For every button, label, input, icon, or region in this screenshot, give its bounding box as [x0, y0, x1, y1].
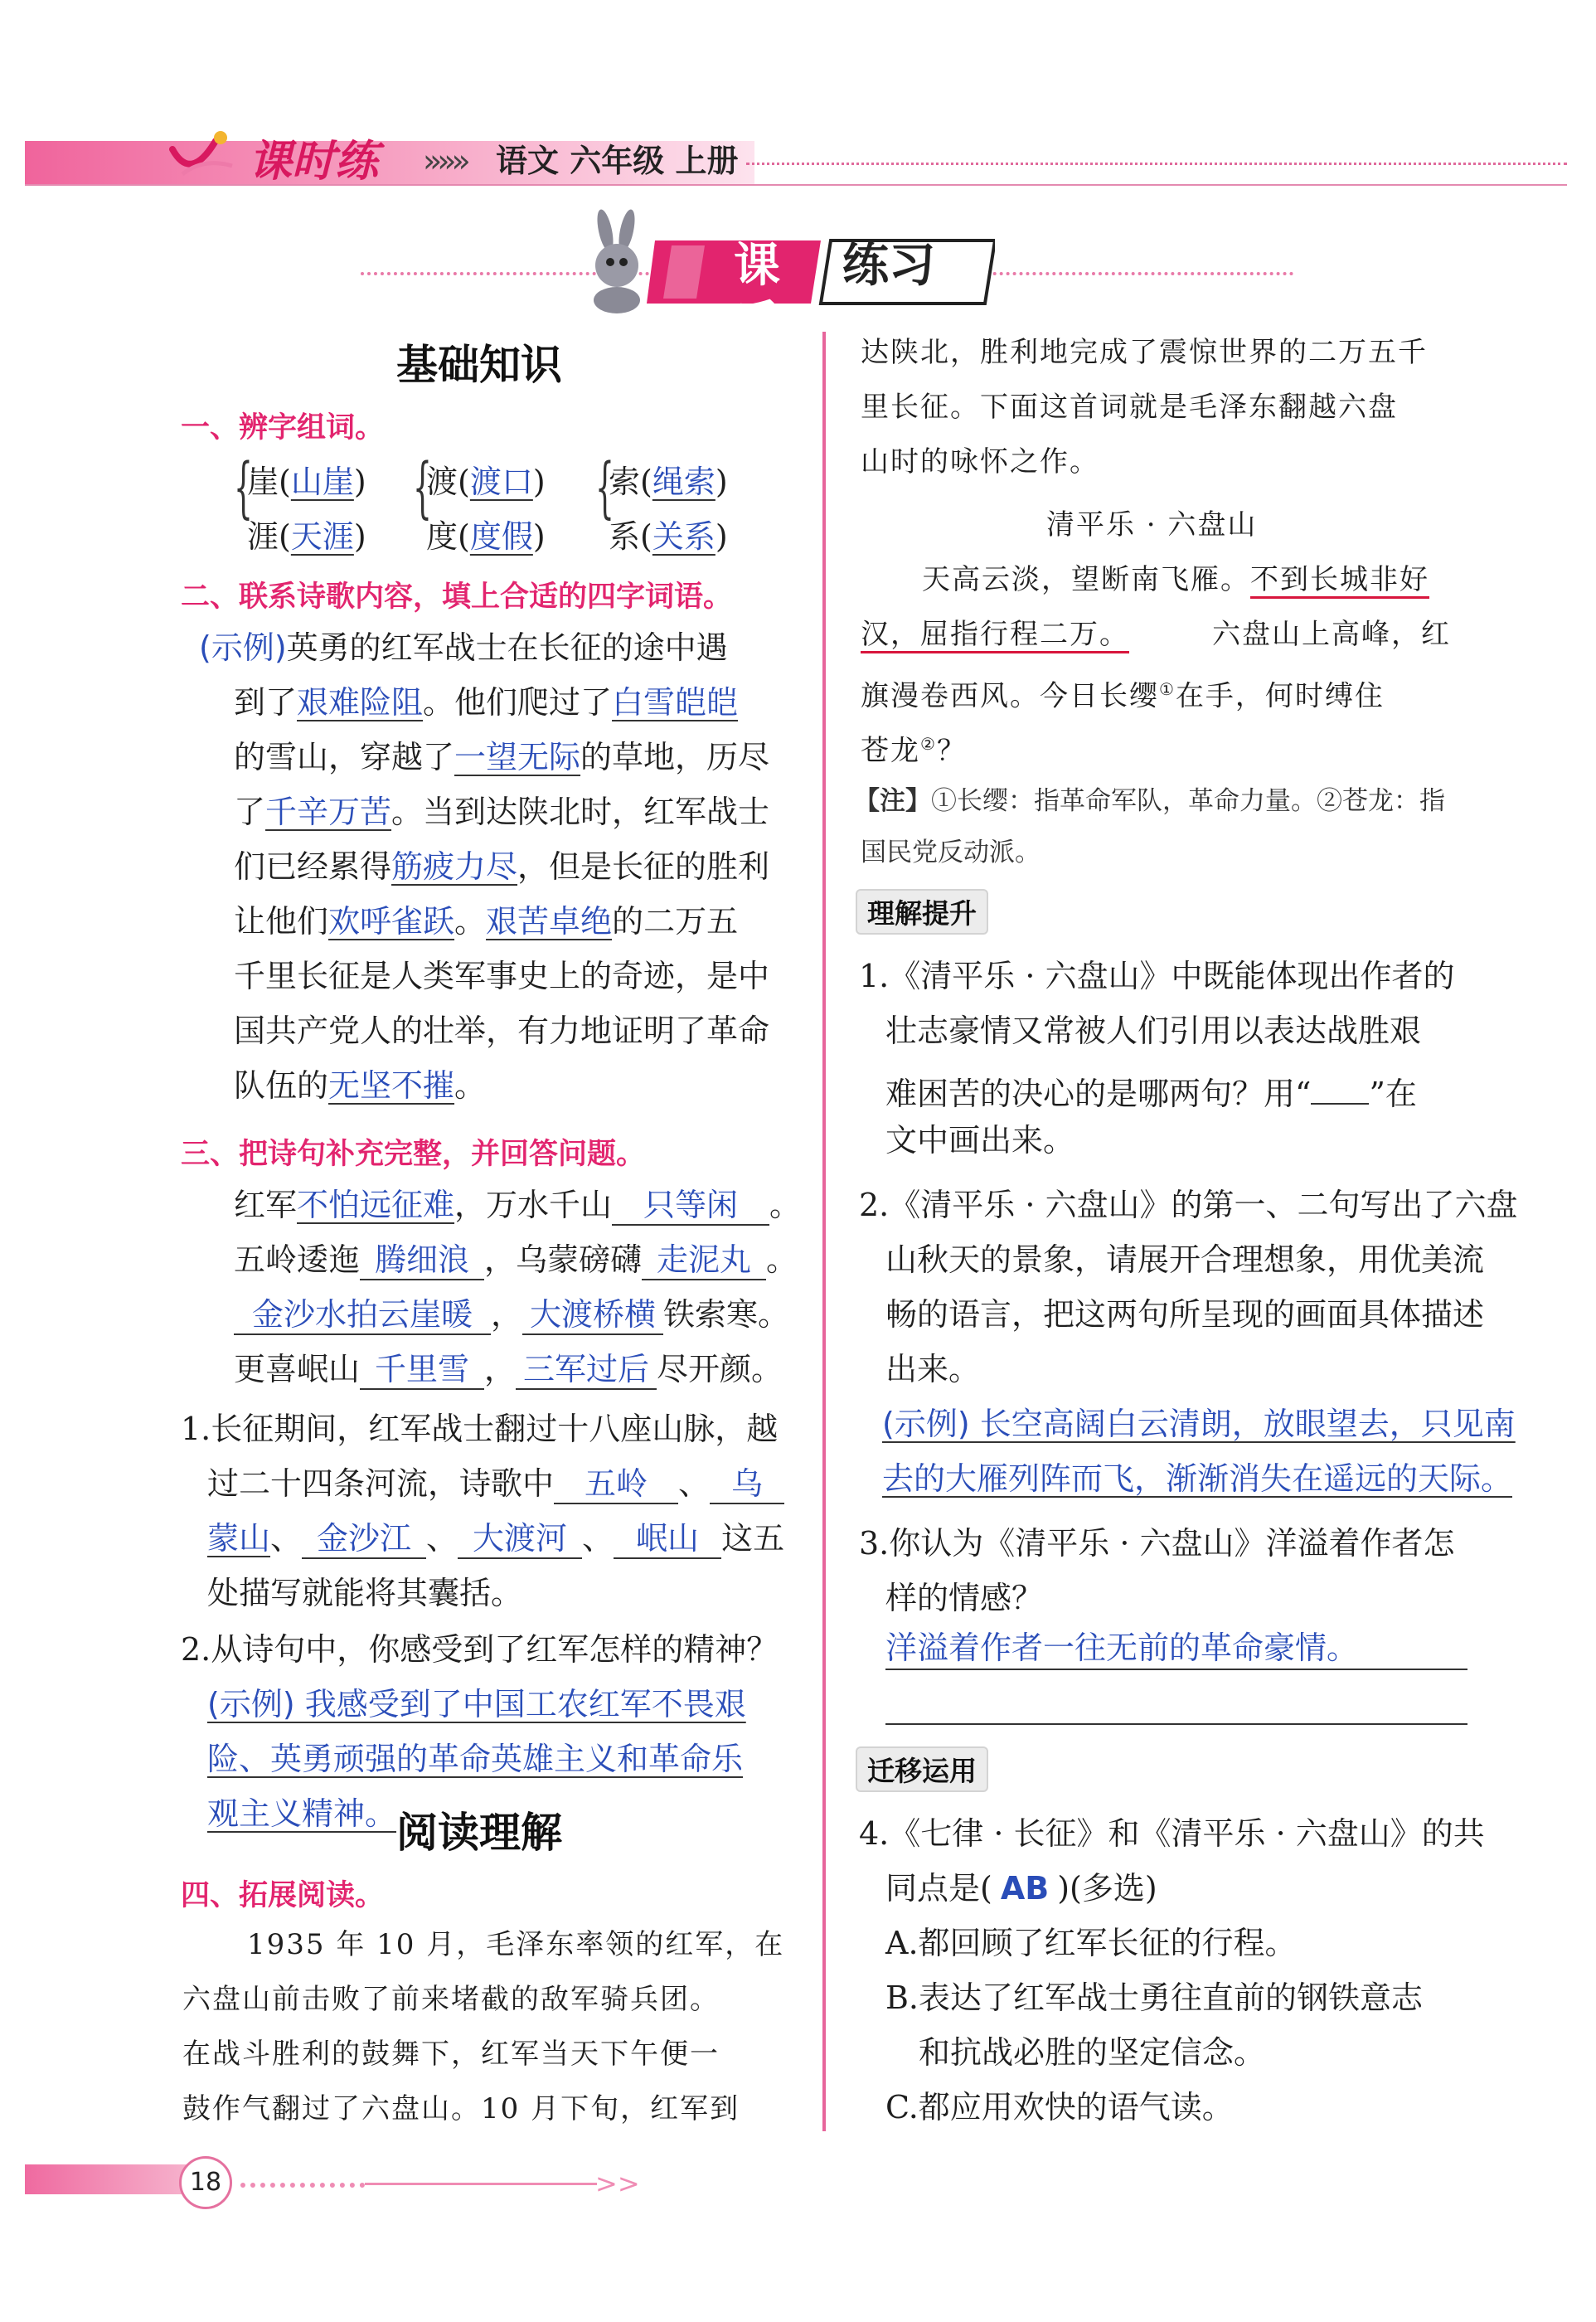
passage-cont-line-2: 里长征。下面这首词就是毛泽东翻越六盘	[861, 391, 1398, 424]
q2-line-8: 国共产党人的壮举，有力地证明了革命	[234, 1013, 770, 1049]
footer-dots	[240, 2183, 365, 2188]
sub1-line-4: 处描写就能将其囊括。	[207, 1575, 523, 1611]
poem-fill-line-3: 金沙水拍云崖暖 ， 大渡桥横 铁索寒。	[234, 1294, 789, 1335]
q2-line-1: (示例)英勇的红军战士在长征的途中遇	[199, 629, 728, 666]
r2-answer-1: (示例) 长空高阔白云清朗，放眼望去，只见南	[882, 1406, 1516, 1442]
r2-line-4: 出来。	[885, 1351, 981, 1387]
poem-line-2: 汉，屈指行程二万。 六盘山上高峰，红	[861, 614, 1451, 655]
passage-cont-line-3: 山时的咏怀之作。	[861, 445, 1099, 478]
question-1-title: 一、辨字组词。	[181, 411, 385, 444]
r1-line-2: 壮志豪情又常被人们引用以表达战胜艰	[885, 1013, 1422, 1049]
r3-line-2: 样的情感？	[885, 1580, 1044, 1616]
banner-shape	[647, 231, 995, 351]
passage-cont-line-1: 达陕北，胜利地完成了震惊世界的二万五千	[861, 336, 1428, 369]
tag-application: 迁移运用	[856, 1746, 988, 1792]
r4-option-a: A.都回顾了红军长征的行程。	[885, 1925, 1297, 1961]
header-dotted-line	[746, 163, 1567, 165]
page-number: 18	[179, 2156, 232, 2209]
note-line-1: 【注】①长缨：指革命军队，革命力量。②苍龙：指	[854, 786, 1445, 816]
r4-option-c: C.都应用欢快的语气读。	[885, 2089, 1234, 2125]
brand-logo-text: 课时练	[249, 137, 379, 187]
r4-line-1: 4.《七律 · 长征》和《清平乐 · 六盘山》的共	[859, 1815, 1485, 1852]
poem-fill-line-2: 五岭逶迤 腾细浪 ，乌蒙磅礴 走泥丸 。	[234, 1239, 798, 1280]
poem-line-4: 苍龙②？	[861, 734, 967, 768]
sub2-answer-2: 险、英勇顽强的革命英雄主义和革命乐	[207, 1741, 744, 1777]
pair-3-row-1: 索(绳索)	[609, 464, 728, 500]
footer-band	[25, 2164, 191, 2194]
poem-fill-line-4: 更喜岷山 千里雪 ， 三军过后 尽开颜。	[234, 1348, 783, 1390]
header-arrows: »»»	[423, 143, 466, 179]
sub2-answer-1: (示例) 我感受到了中国工农红军不畏艰	[207, 1686, 746, 1722]
q2-line-5: 们已经累得筋疲力尽，但是长征的胜利	[234, 848, 770, 885]
r4-option-b: B.表达了红军战士勇往直前的钢铁意志	[885, 1980, 1424, 2016]
banner-word-after-class: 课后	[734, 239, 780, 351]
section-title-reading: 阅读理解	[396, 1808, 562, 1857]
r4-answer: AB	[1000, 1870, 1050, 1907]
brand-swoosh-icon	[166, 124, 240, 191]
pair-2-row-2: 度(度假)	[426, 518, 546, 555]
r1-line-4: 文中画出来。	[885, 1122, 1075, 1159]
r4-line-2: 同点是( AB )(多选)	[885, 1870, 1157, 1907]
q2-line-7: 千里长征是人类军事史上的奇迹，是中	[234, 958, 770, 994]
sub1-line-1: 1.长征期间，红军战士翻过十八座山脉，越	[181, 1411, 779, 1447]
brace-1: {	[234, 449, 253, 526]
q2-line-6: 让他们欢呼雀跃。艰苦卓绝的二万五	[234, 903, 739, 940]
passage-line-3: 在战斗胜利的鼓舞下，红军当天下午便一	[182, 2038, 720, 2071]
header-subject: 语文 六年级 上册	[496, 143, 739, 179]
section-title-basic: 基础知识	[396, 340, 562, 389]
q2-line-3: 的雪山，穿越了一望无际的草地，历尽	[234, 739, 770, 775]
brace-3: {	[595, 449, 614, 526]
r2-line-2: 山秋天的景象，请展开合理想象，用优美流	[885, 1241, 1485, 1278]
pair-1-row-2: 涯(天涯)	[247, 518, 366, 555]
pair-1-row-1: 崖(山崖)	[247, 464, 366, 500]
column-divider	[822, 332, 826, 2131]
r3-line-1: 3.你认为《清平乐 · 六盘山》洋溢着作者怎	[859, 1525, 1455, 1562]
question-4-title: 四、拓展阅读。	[181, 1879, 385, 1912]
poem-fill-line-1: 红军不怕远征难，万水千山 只等闲 。	[234, 1184, 801, 1226]
banner-word-practice: 练习	[842, 239, 935, 293]
question-2-title: 二、联系诗歌内容，填上合适的四字词语。	[181, 580, 733, 614]
r3-blank-line	[885, 1723, 1467, 1725]
r4-option-b-cont: 和抗战必胜的坚定信念。	[919, 2034, 1266, 2071]
pair-2-row-1: 渡(渡口)	[426, 464, 546, 500]
poem-underlined-part-1: 不到长城非好	[1250, 563, 1429, 599]
question-3-title: 三、把诗句补充完整，并回答问题。	[181, 1138, 646, 1171]
tag-comprehension: 理解提升	[856, 889, 988, 935]
q2-line-4: 了千辛万苦。当到达陕北时，红军战士	[234, 794, 770, 830]
q2-line-9: 队伍的无坚不摧。	[234, 1067, 487, 1104]
q2-line-2: 到了艰难险阻。他们爬过了白雪皑皑	[234, 684, 739, 721]
r2-line-3: 畅的语言，把这两句所呈现的画面具体描述	[885, 1296, 1485, 1333]
poem-line-1: 天高云淡，望断南飞雁。不到长城非好	[922, 559, 1429, 600]
passage-line-4: 鼓作气翻过了六盘山。10 月下旬，红军到	[182, 2092, 740, 2125]
note-line-2: 国民党反动派。	[861, 838, 1041, 867]
sub1-line-3: 蒙山、 金沙江 、 大渡河 、 岷山 这五	[207, 1518, 784, 1559]
pair-3-row-2: 系(关系)	[609, 518, 728, 555]
r1-line-1: 1.《清平乐 · 六盘山》中既能体现出作者的	[859, 958, 1455, 994]
poem-underlined-part-2: 汉，屈指行程二万。	[861, 618, 1129, 653]
passage-line-2: 六盘山前击败了前来堵截的敌军骑兵团。	[182, 1983, 720, 2016]
footer-line	[365, 2183, 597, 2185]
r2-line-1: 2.《清平乐 · 六盘山》的第一、二句写出了六盘	[859, 1187, 1518, 1223]
sub2-question: 2.从诗句中，你感受到了红军怎样的精神？	[181, 1631, 779, 1668]
brace-2: {	[413, 449, 432, 526]
r3-answer: 洋溢着作者一往无前的革命豪情。	[885, 1627, 1467, 1670]
footer-arrow-icon: >>	[595, 2168, 640, 2199]
passage-line-1: 1935 年 10 月，毛泽东率领的红军，在	[247, 1928, 785, 1961]
r2-answer-2: 去的大雁列阵而飞，渐渐消失在遥远的天际。	[882, 1460, 1513, 1497]
r1-line-3: 难困苦的决心的是哪两句？用“ ”在	[885, 1065, 1417, 1115]
sub2-answer-3: 观主义精神。	[207, 1795, 397, 1832]
banner-dots-right	[953, 272, 1293, 275]
sub1-line-2: 过二十四条河流，诗歌中 五岭 、 乌	[207, 1463, 784, 1504]
poem-title: 清平乐 · 六盘山	[1046, 508, 1258, 542]
poem-line-3: 旗漫卷西风。今日长缨①在手，何时缚住	[861, 679, 1385, 713]
